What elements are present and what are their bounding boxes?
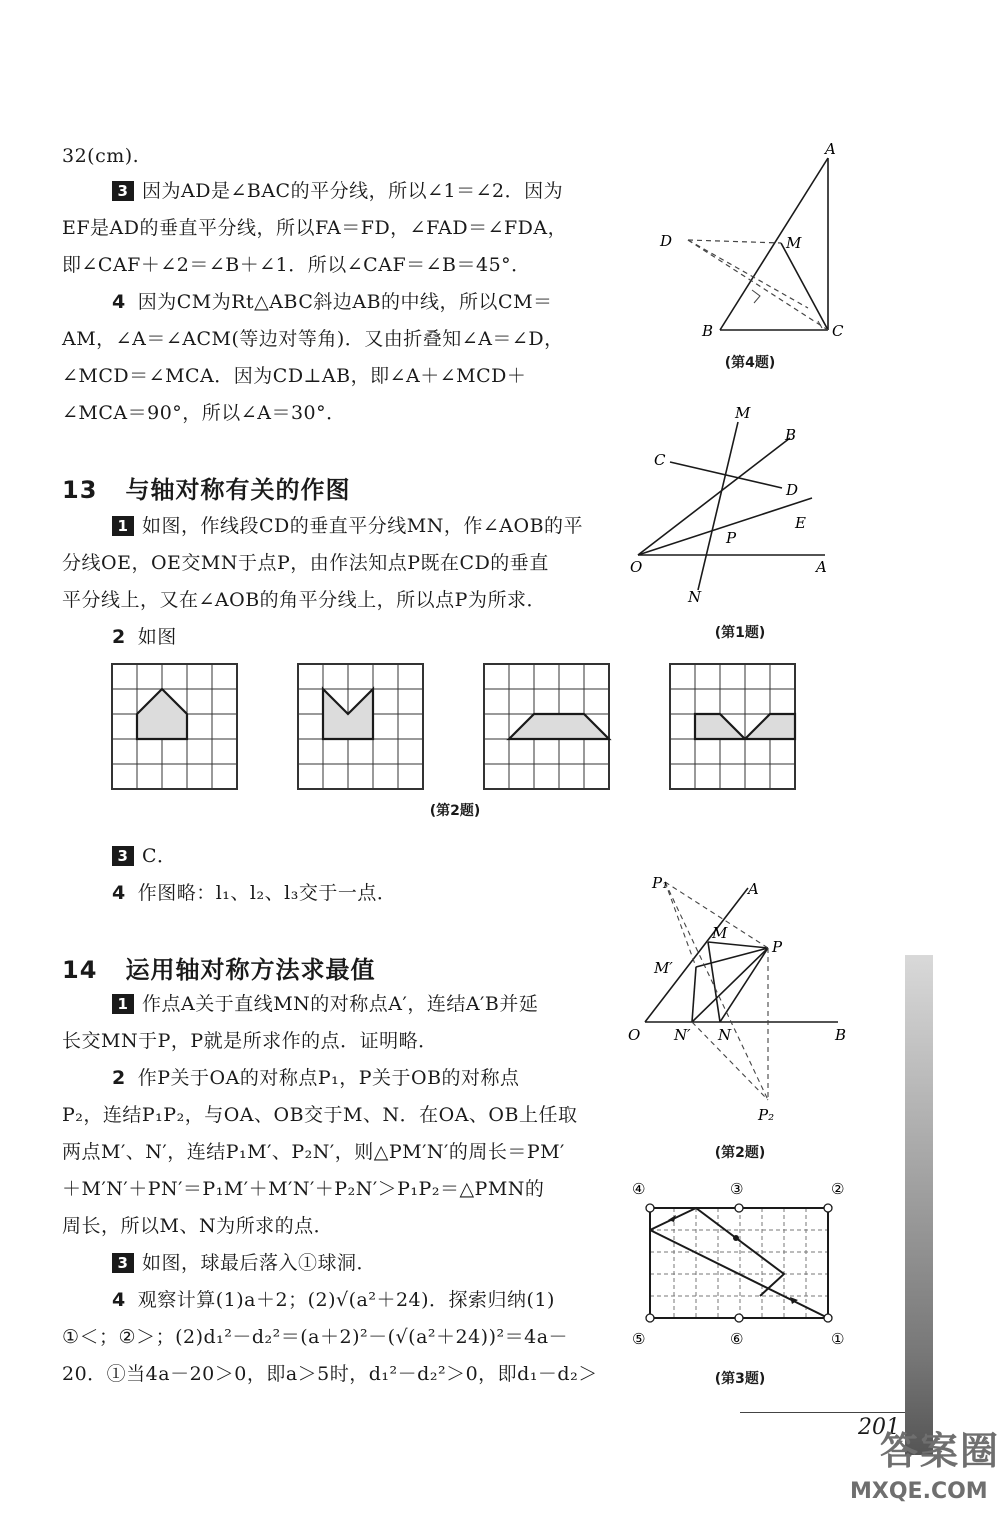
top-fragment: 32(cm). bbox=[62, 145, 140, 167]
problem-badge: 1 bbox=[112, 994, 134, 1014]
label-c: C bbox=[654, 451, 666, 469]
problem-4: 4 因为CM为Rt△ABC斜边AB的中线，所以CM＝ bbox=[112, 291, 553, 313]
figure-13-1-construction bbox=[630, 400, 840, 610]
s13-problem-1-line2: 分线OE，OE交MN于点P，由作法知点P既在CD的垂直 bbox=[62, 552, 549, 574]
problem-4-line4: ∠MCA＝90°，所以∠A＝30°． bbox=[62, 402, 346, 424]
s14-problem-2-line4: ＋M′N′＋PN′＝P₁M′＋M′N′＋P₂N′＞P₁P₂＝△PMN的 bbox=[62, 1178, 545, 1200]
label-a: A bbox=[816, 558, 827, 576]
hole-4-label: ④ bbox=[632, 1180, 646, 1198]
problem-4-line3: ∠MCD＝∠MCA．因为CD⊥AB，即∠A＋∠MCD＋ bbox=[62, 365, 527, 387]
watermark-logo: 答案圈 bbox=[880, 1429, 1000, 1473]
label-b: B bbox=[702, 322, 714, 340]
label-n: N bbox=[688, 588, 702, 606]
label-p: P bbox=[772, 938, 783, 956]
label-o: O bbox=[630, 558, 643, 576]
problem-3-line3: 即∠CAF＋∠2＝∠B＋∠1．所以∠CAF＝∠B＝45°． bbox=[62, 254, 531, 276]
figure-4-triangle bbox=[650, 140, 860, 340]
caption-fig14-2: (第2题) bbox=[714, 1145, 766, 1161]
label-d: D bbox=[660, 232, 673, 250]
label-p1: P₁ bbox=[652, 874, 669, 892]
label-n: N bbox=[718, 1026, 732, 1044]
problem-number: 2 bbox=[112, 1067, 126, 1089]
hole-5-label: ⑤ bbox=[632, 1330, 646, 1348]
s14-problem-4-line3: 20．①当4a－20＞0，即a＞5时，d₁²－d₂²＞0，即d₁－d₂＞ bbox=[62, 1363, 598, 1385]
grid-figure-2 bbox=[296, 662, 426, 792]
label-a: A bbox=[748, 880, 759, 898]
label-o: O bbox=[628, 1026, 641, 1044]
label-m: M bbox=[735, 404, 751, 422]
problem-badge: 3 bbox=[112, 1253, 134, 1273]
s14-problem-4: 4 观察计算(1)a＋2；(2)√(a²＋24)．探索归纳(1) bbox=[112, 1289, 555, 1311]
s14-problem-2: 2 作P关于OA的对称点P₁，P关于OB的对称点 bbox=[112, 1067, 520, 1089]
label-c: C bbox=[832, 322, 844, 340]
s14-problem-2-line3: 两点M′、N′，连结P₁M′、P₂N′，则△PM′N′的周长＝PM′ bbox=[62, 1141, 565, 1163]
label-m: M bbox=[712, 924, 728, 942]
s14-problem-3: 3 如图，球最后落入①球洞． bbox=[112, 1245, 376, 1282]
problem-number: 2 bbox=[112, 626, 126, 648]
label-m: M bbox=[786, 234, 802, 252]
problem-badge: 3 bbox=[112, 846, 134, 866]
grid-figure-1 bbox=[110, 662, 240, 792]
s14-problem-1: 1 作点A关于直线MN的对称点A′，连结A′B并延 bbox=[112, 986, 538, 1023]
caption-fig14-3: (第3题) bbox=[714, 1371, 766, 1387]
label-p2: P₂ bbox=[758, 1106, 775, 1124]
caption-fig13-1: (第1题) bbox=[714, 625, 766, 641]
label-b: B bbox=[835, 1026, 847, 1044]
caption-fig4: (第4题) bbox=[724, 355, 776, 371]
label-a: A bbox=[825, 140, 836, 158]
s13-problem-3: 3 C． bbox=[112, 838, 177, 875]
label-d: D bbox=[786, 481, 799, 499]
s13-problem-4: 4 作图略：l₁、l₂、l₃交于一点． bbox=[112, 882, 397, 904]
grid-figure-3 bbox=[482, 662, 612, 792]
problem-number: 4 bbox=[112, 1289, 126, 1311]
s13-problem-2: 2 如图 bbox=[112, 626, 177, 648]
label-n-prime: N′ bbox=[674, 1026, 691, 1044]
problem-4-line2: AM，∠A＝∠ACM(等边对等角)．又由折叠知∠A＝∠D， bbox=[62, 328, 564, 350]
s14-problem-2-line5: 周长，所以M、N为所求的点． bbox=[62, 1215, 334, 1237]
watermark-url: MXQE.COM bbox=[850, 1479, 988, 1504]
label-p: P bbox=[726, 529, 737, 547]
s14-problem-2-line2: P₂，连结P₁P₂，与OA、OB交于M、N．在OA、OB上任取 bbox=[62, 1104, 578, 1126]
problem-3-line2: EF是AD的垂直平分线，所以FA＝FD，∠FAD＝∠FDA， bbox=[62, 217, 568, 239]
problem-number: 4 bbox=[112, 291, 126, 313]
label-e: E bbox=[795, 514, 806, 532]
grid-figure-4 bbox=[668, 662, 798, 792]
section-13-title: 13 与轴对称有关的作图 bbox=[62, 476, 351, 504]
problem-number: 4 bbox=[112, 882, 126, 904]
s14-problem-4-line2: ①＜；②＞；(2)d₁²－d₂²＝(a＋2)²－(√(a²＋24))²＝4a－ bbox=[62, 1326, 569, 1348]
hole-2-label: ② bbox=[831, 1180, 845, 1198]
hole-6-label: ⑥ bbox=[730, 1330, 744, 1348]
problem-3: 3 因为AD是∠BAC的平分线，所以∠1＝∠2．因为 bbox=[112, 173, 563, 210]
s14-problem-1-line2: 长交MN于P，P就是所求作的点．证明略． bbox=[62, 1030, 438, 1052]
page-edge-shading bbox=[905, 955, 933, 1455]
label-b: B bbox=[785, 426, 797, 444]
figure-14-3-billiard bbox=[628, 1178, 853, 1363]
s13-problem-1: 1 如图，作线段CD的垂直平分线MN，作∠AOB的平 bbox=[112, 508, 583, 545]
problem-badge: 1 bbox=[112, 516, 134, 536]
footer-rule bbox=[740, 1412, 905, 1413]
s13-problem-1-line3: 平分线上，又在∠AOB的角平分线上，所以点P为所求． bbox=[62, 589, 546, 611]
problem-badge: 3 bbox=[112, 181, 134, 201]
section-14-title: 14 运用轴对称方法求最值 bbox=[62, 956, 376, 984]
hole-3-label: ③ bbox=[730, 1180, 744, 1198]
hole-1-label: ① bbox=[831, 1330, 845, 1348]
page-number: 201 bbox=[858, 1415, 900, 1440]
caption-fig13-2: (第2题) bbox=[429, 803, 481, 819]
figure-14-2-reflection bbox=[620, 870, 860, 1130]
label-m-prime: M′ bbox=[654, 959, 673, 977]
